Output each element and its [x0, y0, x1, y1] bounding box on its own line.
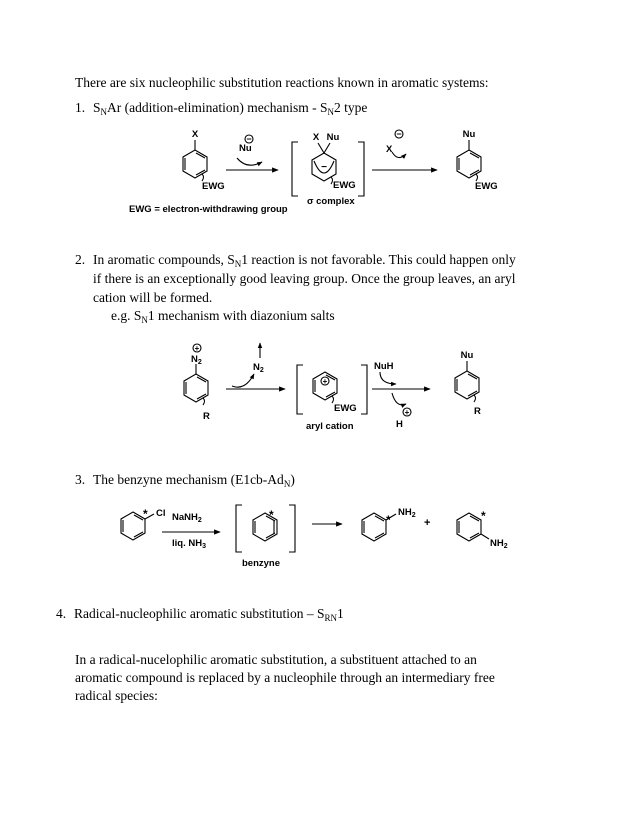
sn1-product-nu-label: Nu — [460, 350, 474, 361]
snar-complex-ewg-label: EWG — [333, 180, 356, 191]
benzyne-product-2-amine: $NH_2$ — [490, 538, 508, 550]
section-3-number: 3. — [75, 472, 86, 487]
sn1-nitrogen-gas-label: $N_2$ — [253, 362, 264, 374]
benzyne-intermediate-label: benzyne — [242, 558, 281, 569]
benzyne-plus-sign: + — [424, 517, 431, 529]
section-4-paragraph-line-3: radical species: — [75, 688, 158, 703]
sn1-product-r-label: R — [474, 406, 481, 417]
snar-ewg-note: EWG = electron-withdrawing group — [129, 204, 288, 215]
section-2-example: e.g. $S_N1$ mechanism with diazonium salts — [111, 308, 335, 325]
sn1-proton-curved-arrow — [392, 393, 406, 405]
section-4-paragraph-line-1: In a radical-nucelophilic aromatic substitution, a substituent attached to an — [75, 652, 477, 667]
section-4-paragraph-line-2: aromatic compound is replaced by a nucleophile through an intermediary free — [75, 670, 495, 685]
benzyne-chloride-label: Cl — [156, 508, 166, 519]
section-3-title: The benzyne mechanism $(E1cb-Ad_N)$ — [93, 472, 295, 489]
sn1-bracket-left — [297, 365, 303, 414]
snar-leaving-x-label: X — [386, 144, 393, 155]
section-2-line-2: if there is an exceptionally good leaving group. Once the group leaves, an aryl — [93, 271, 516, 286]
snar-product-ewg-label: EWG — [475, 181, 498, 192]
snar-complex-charge: − — [321, 162, 327, 173]
benzyne-product-1-ring — [362, 513, 396, 541]
sn1-reactant-r-label: R — [203, 411, 210, 422]
sn1-product-ring — [455, 361, 479, 402]
snar-bracket-right — [358, 142, 364, 196]
benzyne-reagent-1: NaNH$_2$ — [172, 512, 202, 524]
sn1-nuh-label: NuH — [374, 361, 394, 372]
snar-intermediate-label: σ complex — [307, 196, 355, 207]
snar-product-nu-label: Nu — [462, 129, 476, 140]
benzyne-reactant-ring — [121, 512, 154, 540]
snar-nu-label: Nu — [239, 143, 252, 154]
snar-product-ring — [457, 140, 481, 181]
benzyne-product-1-amine: $NH_2$ — [398, 507, 416, 519]
section-2-line-3: cation will be formed. — [93, 290, 213, 305]
benzyne-reagent-2: liq. $NH_3$ — [172, 538, 206, 550]
sn1-intermediate-label: aryl cation — [306, 421, 354, 432]
snar-attack-curved-arrow — [237, 158, 262, 165]
benzyne-bracket-left — [236, 505, 242, 552]
sn1-nuh-curved-arrow — [380, 372, 396, 384]
section-4-number: 4. — [56, 606, 67, 621]
section-1-number: 1. — [75, 100, 86, 115]
snar-x-label: X — [191, 129, 199, 140]
sn1-leaving-curved-arrow — [232, 374, 254, 387]
sn1-proton-label: H — [396, 419, 403, 430]
intro-text: There are six nucleophilic substitution reactions known in aromatic systems: — [75, 75, 489, 90]
benzyne-product-1-star: * — [386, 513, 391, 527]
snar-complex-x-label: X — [312, 132, 320, 143]
sn1-cation-charge: + — [322, 377, 328, 386]
snar-ewg-label: EWG — [202, 181, 225, 192]
benzyne-product-2-star: * — [481, 509, 486, 523]
section-2-number: 2. — [75, 252, 86, 267]
sn1-diazonium-label: $N_2$ — [191, 354, 202, 366]
benzyne-bracket-right — [289, 505, 295, 552]
benzyne-intermediate-star: * — [269, 508, 274, 522]
sn1-bracket-right — [361, 365, 367, 414]
snar-reactant-ring — [183, 140, 207, 181]
snar-x-charge: − — [396, 129, 402, 139]
section-2-line-1: In aromatic compounds, $S_N1$ reaction is not favorable. This could happen only — [93, 252, 516, 269]
snar-leaving-curved-arrow — [392, 152, 406, 158]
sn1-intermediate-ewg-label: EWG — [334, 403, 357, 414]
snar-nu-charge: − — [246, 134, 252, 144]
section-1-title: $S_NAr$ (addition-elimination) mechanism - $S_N2$ type — [93, 100, 368, 117]
benzyne-reactant-star: * — [143, 507, 148, 521]
sn1-reactant-ring — [184, 364, 208, 405]
sn1-diazonium-charge: + — [194, 344, 200, 353]
sn1-proton-charge: + — [404, 408, 410, 417]
snar-bracket-left — [292, 142, 298, 196]
snar-complex-nu-label: Nu — [326, 132, 340, 143]
section-4-title: Radical-nucleophilic aromatic substitution – $S_{RN}1$ — [74, 606, 344, 623]
